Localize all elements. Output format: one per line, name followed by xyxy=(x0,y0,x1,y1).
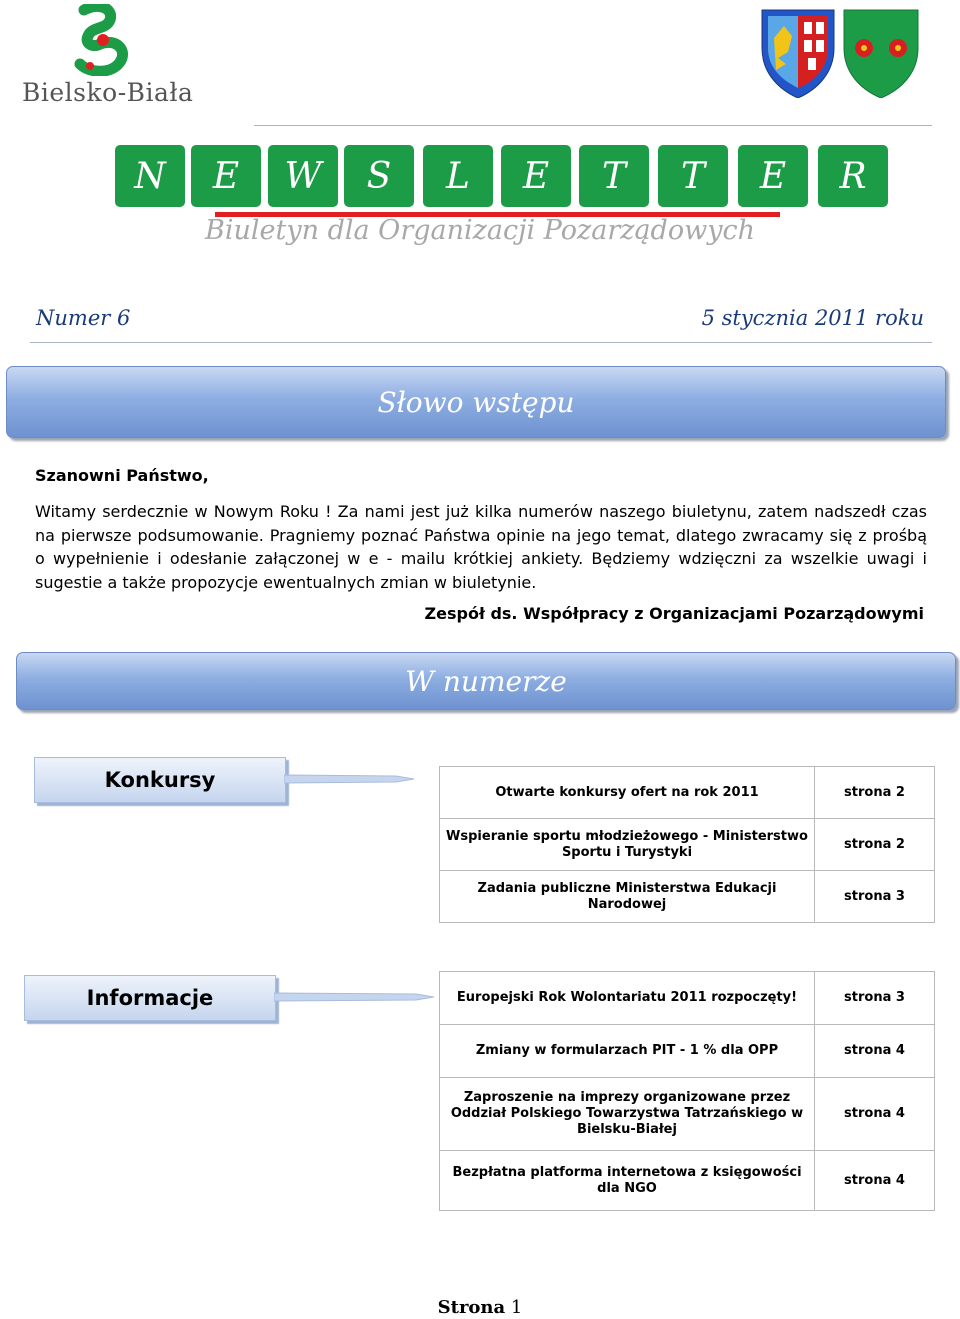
arrow-right-icon xyxy=(284,771,416,787)
city-logo xyxy=(18,4,194,107)
newsletter-letter: R xyxy=(818,145,888,207)
category-label: Informacje xyxy=(24,975,276,1021)
page-footer xyxy=(0,1297,960,1318)
table-row xyxy=(440,871,935,923)
signature: Zespół ds. Współpracy z Organizacjami Pozarządowymi xyxy=(424,604,924,623)
article-title[interactable]: Zmiany w formularzach PIT - 1 % dla OPP xyxy=(440,1025,815,1078)
newsletter-letter: E xyxy=(191,145,261,207)
coat-of-arms-group xyxy=(760,8,920,98)
newsletter-letter: S xyxy=(344,145,414,207)
section-title: Słowo wstępu xyxy=(377,385,575,419)
article-page: strona 4 xyxy=(815,1025,935,1078)
issue-number: Numer 6 xyxy=(36,306,131,330)
article-page: strona 2 xyxy=(815,767,935,819)
logo-text: Bielsko-Biała xyxy=(22,78,194,107)
issue-date: 5 stycznia 2011 roku xyxy=(701,306,924,330)
category-label: Konkursy xyxy=(34,757,286,803)
newsletter-title xyxy=(115,145,890,207)
intro-paragraph: Witamy serdecznie w Nowym Roku ! Za nami jest już kilka numerów naszego biuletynu, zatem nadszedł czas na pierwsze podsumowanie. Pragniemy poznać Państwa opinie na jego temat, dlatego zwracamy się z prośbą o wypełnienie i odesłanie załączonej w e - mailu krótkiej ankiety. Będziemy wdzięczni za wszelkie uwagi i sugestie a także propozycje ewentualnych zmian w biuletynie. xyxy=(35,502,927,592)
article-page: strona 4 xyxy=(815,1151,935,1211)
footer-label: Strona xyxy=(437,1297,506,1318)
article-title[interactable]: Zaproszenie na imprezy organizowane przez Oddział Polskiego Towarzystwa Tatrzańskiego w Bielsku-Białej xyxy=(440,1078,815,1151)
table-row xyxy=(440,819,935,871)
newsletter-letter: T xyxy=(579,145,649,207)
newsletter-letter: E xyxy=(738,145,808,207)
table-row xyxy=(440,972,935,1025)
newsletter-letter: W xyxy=(268,145,338,207)
article-title[interactable]: Europejski Rok Wolontariatu 2011 rozpoczęty! xyxy=(440,972,815,1025)
newsletter-letter: E xyxy=(501,145,571,207)
article-page: strona 2 xyxy=(815,819,935,871)
issue-rule xyxy=(30,342,932,343)
newsletter-letter: L xyxy=(423,145,493,207)
article-page: strona 3 xyxy=(815,972,935,1025)
section-banner-contents xyxy=(16,652,956,710)
city-logo-mark xyxy=(70,4,132,76)
newsletter-letter: T xyxy=(658,145,728,207)
contents-table-informacje xyxy=(439,971,935,1211)
district-crest-icon xyxy=(844,10,918,98)
article-title[interactable]: Bezpłatna platforma internetowa z księgowości dla NGO xyxy=(440,1151,815,1211)
arrow-right-icon xyxy=(274,989,436,1005)
article-title[interactable]: Otwarte konkursy ofert na rok 2011 xyxy=(440,767,815,819)
table-row xyxy=(440,1025,935,1078)
table-row xyxy=(440,1078,935,1151)
greeting: Szanowni Państwo, xyxy=(35,466,209,485)
contents-table-konkursy xyxy=(439,766,935,923)
header-rule xyxy=(254,125,932,126)
article-page: strona 3 xyxy=(815,871,935,923)
article-title[interactable]: Wspieranie sportu młodzieżowego - Ministerstwo Sportu i Turystyki xyxy=(440,819,815,871)
newsletter-letter: N xyxy=(115,145,185,207)
page-number: 1 xyxy=(510,1297,523,1318)
table-row xyxy=(440,767,935,819)
newsletter-subtitle: Biuletyn dla Organizacji Pozarządowych xyxy=(205,215,755,246)
article-page: strona 4 xyxy=(815,1078,935,1151)
article-title[interactable]: Zadania publiczne Ministerstwa Edukacji Narodowej xyxy=(440,871,815,923)
table-row xyxy=(440,1151,935,1211)
silesia-crest-icon xyxy=(762,10,834,98)
section-banner-intro xyxy=(6,366,946,438)
section-title: W numerze xyxy=(405,664,567,698)
